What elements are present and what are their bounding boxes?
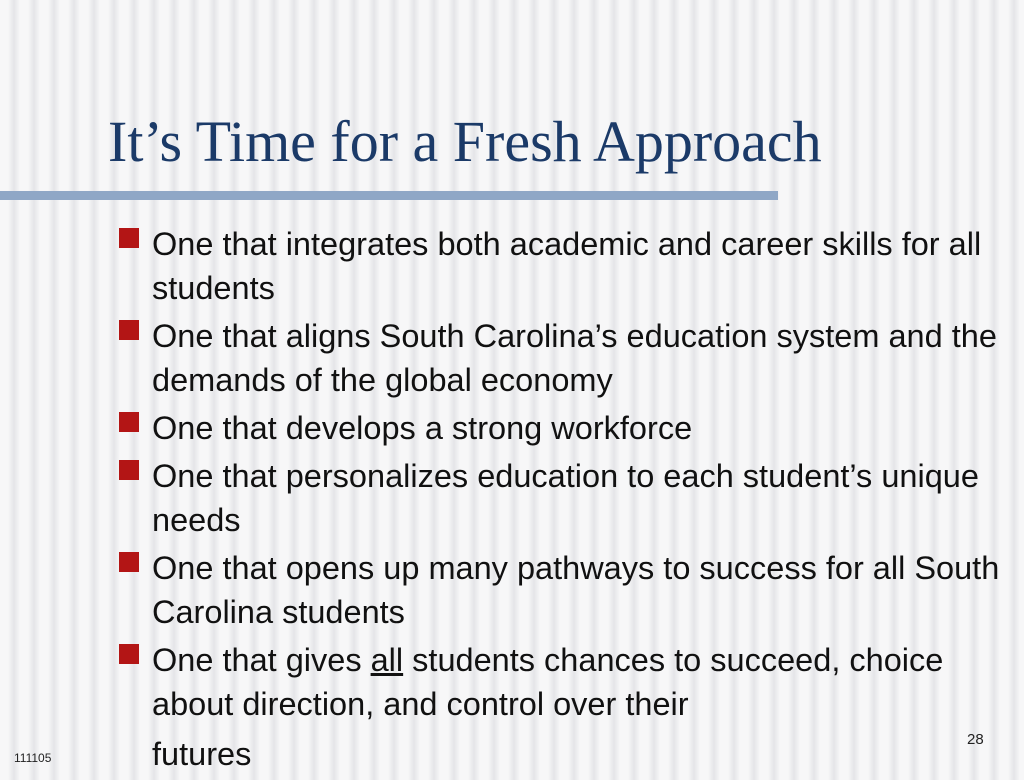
bullet-text: One that personalizes education to each student’s unique needs bbox=[152, 458, 979, 538]
title-divider bbox=[0, 191, 778, 200]
bullet-text-post: students chances to succeed, choice about direction, and control over their bbox=[152, 642, 944, 722]
bullet-text-pre: One that gives bbox=[152, 642, 371, 678]
bullet-item bbox=[118, 546, 1008, 634]
slide-title: It’s Time for a Fresh Approach bbox=[108, 109, 822, 174]
bullet-item bbox=[118, 406, 1008, 450]
bullet-text: One that aligns South Carolina’s education system and the demands of the global economy bbox=[152, 318, 997, 398]
bullet-item bbox=[118, 638, 1008, 776]
square-bullet-icon bbox=[119, 320, 139, 340]
bullet-list bbox=[118, 222, 1008, 780]
bullet-text: One that develops a strong workforce bbox=[152, 410, 693, 446]
bullet-item bbox=[118, 314, 1008, 402]
bullet-text: One that opens up many pathways to success for all South Carolina students bbox=[152, 550, 1000, 630]
bullet-item bbox=[118, 222, 1008, 310]
bullet-text: One that integrates both academic and career skills for all students bbox=[152, 226, 982, 306]
square-bullet-icon bbox=[119, 644, 139, 664]
square-bullet-icon bbox=[119, 228, 139, 248]
square-bullet-icon bbox=[119, 412, 139, 432]
square-bullet-icon bbox=[119, 460, 139, 480]
page-number: 28 bbox=[967, 731, 984, 748]
square-bullet-icon bbox=[119, 552, 139, 572]
bullet-text-tail: futures bbox=[152, 736, 252, 772]
footer-code: 111105 bbox=[14, 751, 52, 765]
bullet-item bbox=[118, 454, 1008, 542]
bullet-text-emphasis: all bbox=[370, 642, 404, 678]
